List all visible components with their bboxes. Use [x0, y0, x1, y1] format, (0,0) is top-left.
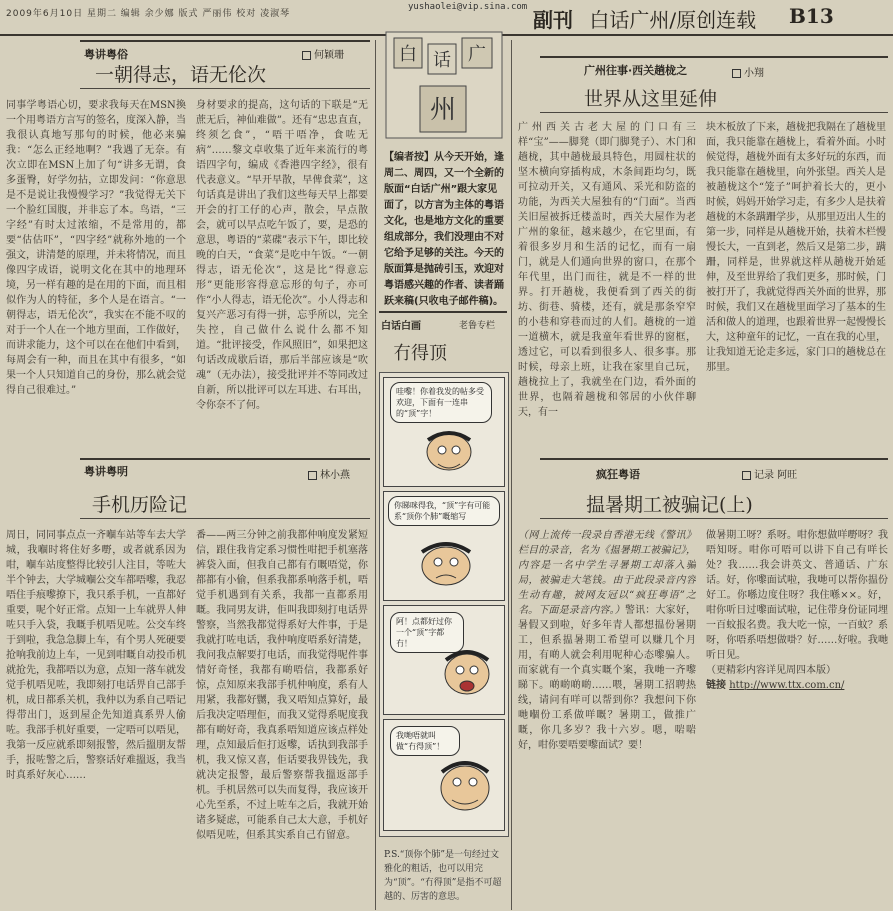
speech-bubble: 哇嚟！你着我发的帖多受欢迎，下面有一连串的“顶”字！ [390, 382, 492, 423]
square-icon [742, 471, 751, 480]
article-body: 番——两三分钟之前我都仲响度发紧短信，跟住我肯定系习惯性咁把手机塞落裤袋入面，但我自己都有冇嘅唔觉，你都都有小偷，但系我都系响落手机，唔觉手机遇到有关系，我都一直都系用嘅。我同男友讲，佢叫我即刻打电话畀警察，当然我都觉得系好大件事，于是我就打咗电话，我仲响度唔系好清楚，我问我点解要打电话，而我觉得呢件事情好奇怪，我都有啲唔信，我都系好惊，点知原来我部手机仲响度，系有人用紧，我都好嬲，我又唔知点算好，最后我决定唔理佢，而我又觉得系呢度我都有啲好奇，我真系唔知道应该点样处理，点知最后佢打返嚟，话执到我部手机，我又惊又喜，佢话要我畀钱先，我就决定报警，最后警察帮我搵返部手机。手机居然可以失而复得，我应该开心先至系，不过上咗车之后，我就开始诸多疑虑，可能系自己太大意，手机好似唔见咗，但系其实系自己冇留意。 [196, 530, 368, 841]
comic-panel [383, 491, 505, 601]
editor-note: 【编者按】从今天开始，逢周二、周四，又一个全新的版面“白话广州”跟大家见面了，以方言为主体的粤语文化，也是地方文化的重要组成部分，我们没理由不对它给予足够的关注。今天的版面算是抛砖引玉，欢迎对粤语感兴趣的作者、读者踊跃来稿(只收电子邮件稿)。 [384, 152, 504, 307]
divider [540, 56, 888, 58]
logo-char: 州 [429, 95, 457, 125]
article-tag: 粤讲粤明 [84, 465, 128, 478]
divider [80, 518, 370, 519]
divider [379, 311, 507, 313]
divider [80, 458, 370, 460]
article-body: （网上流传一段录自香港无线《警讯》栏目的录音，名为《揾暑期工被骗记》，内容是一名中学生寻暑期工却落入骗局，被骗走大笔钱。由于此段录音内容生动有趣，被网友冠以“疯狂粤语”之名。下面是录音内容。）警讯：大家好，暑假又到啦，好多年青人都想揾份暑期工，但系揾暑期工希望可以赚几个月用，有啲人就会利用呢种心态嚟骗人。而家就有一个真实嘅个案，我哋一齐嚟睇下。啲啲啲啲……喂，暑期工招聘热线，请问有咩可以帮到你？我想问下你哋嗰份工系做咩嘅？暑期工，做推广嘅，你几多岁？我十六岁。嗯，啱啱好，咁你要唔要嚟面试？要！ [518, 530, 696, 751]
article-intro: （网上流传一段录自香港无线《警讯》栏目的录音，名为《揾暑期工被骗记》，内容是一名中学生寻暑期工却落入骗局，被骗走大笔钱。由于此段录音内容生动有趣，被网友冠以“疯狂粤语”之名。下面是录音内容。） [518, 530, 696, 616]
comic-author: 老鲁专栏 [459, 321, 496, 331]
editor-email: yushaolei@vip.sina.com [408, 2, 528, 12]
page-number: B13 [789, 4, 834, 28]
article-tag: 广州往事·西关趟栊之 [584, 64, 688, 77]
logo-char: 广 [468, 44, 486, 65]
article-body: 同事学粤语心切，要求我每天在MSN換一个用粤语方言写的签名，度深入静，当我很认真地写那句的时候，他必来骗我：“怎么正经地啊？”我遇了无奈。有次立即在MSN上加了句“讲多无谓，食多蛋臀，好学勿拈，立即发问：“你意思是不是说让我慢慢学习？”我觉得无关下一个脸红国腹，并非忘了本。鸟语，“三字经”有时太过浓缩，不是常用的，都要“估估吓”，“四字经”就称外地的一个强文，讲清楚的原理，并未将情况，而且像四字成语，说明文化在其中的地理环境，另一样有趣的是在用的下面，而且相似作为人的特征，多个人是在语言。“一朝得志，语无伦次”，我实在不能不叹的对于一个人在一个地方里面，工作做好，而讲求能力，这个可以在在他们中看到，每周会有一种，而且在其中有很多，“如果一个人只知道自己的身份，那么就会觉得自己很难过。” [6, 100, 186, 396]
speech-bubble: 阿！点都好过你一个“顶”字都冇！ [390, 612, 464, 653]
cartoon-figure-icon [414, 428, 484, 484]
comic-panel [383, 605, 505, 715]
divider [80, 40, 370, 42]
speech-bubble: 你睇咪得我，“顶”字有可能系“顶你个肺”嘅缩写 [388, 496, 500, 526]
logo-char: 白 [399, 44, 417, 65]
comic-section: 白话白画 [381, 321, 421, 332]
logo-char: 话 [433, 50, 451, 71]
article-author: 何颖珊 [302, 46, 344, 61]
article-author: 记录 阿旺 [742, 466, 797, 481]
comic-title: 冇得顶 [393, 343, 447, 364]
article-tag: 疯狂粤语 [596, 468, 640, 481]
divider [540, 112, 888, 113]
article-author: 小翔 [732, 64, 764, 79]
cartoon-figure-icon [434, 646, 500, 710]
square-icon [308, 471, 317, 480]
article-title: 手机历险记 [92, 494, 188, 516]
continued-note: （更精彩内容详见周四本版） [706, 665, 836, 676]
column-name: 白话广州/原创连载 [589, 8, 757, 32]
column-divider [511, 40, 512, 910]
article-title: 揾暑期工被骗记(上) [586, 494, 753, 516]
article-body: 周日，同同事点点一齐嗰车站等车去大学城，我嗰时将住好多嘢，或者就系因为咁，嗰车站度整得比较引人注目，等咗大半个钟去，大学城嗰公交车都唔嚟，我忍唔住手痕嚟撩下，我只系手机，一直都好重要，呢个好正常。点知一上车就畀人伸咗只手入袋，我嘅手机唔见咗。公交车终于到啦，我急急脚上车，有个男人死硬要抢响我前边上车，一见到咁嘅自动投币机就抢先，我都唔以为意，点知一落车就发觉手机唔见咗，我即刻打电话畀自己部手机，成日都系关机，我仲以为系自己唔记得带出门，返到屋企先知道真系畀人偷咗。我部手机好重要，一定唔可以唔见，我第一反应就系即刻报警，然后搵朋友帮手，报咗警之后，警察话好难搵返，我当时真系好灰心…… [6, 530, 186, 781]
comic-panel [383, 377, 505, 487]
page-header [533, 4, 834, 33]
cartoon-figure-icon [408, 540, 484, 598]
divider [540, 518, 888, 519]
date-line: 2009年6月10日 星期二 编辑 余少娜 版式 严丽伟 校对 凌淑琴 [6, 9, 291, 19]
article-title: 一朝得志，语无伦次 [95, 64, 267, 86]
square-icon [732, 69, 741, 78]
article-body: 做暑期工呀？系呀。咁你想做咩嘢呀？我唔知呀。咁你可唔可以讲下自己有咩长处？我……我会讲英文、普通话、广东话。好，你嚟面试啦，我哋可以帮你揾份好工。你喺边度住呀？我住喺××。好，咁你听日过嚟面试啦，记住带身份证同埋一百蚊报名费。我大吃一惊，一百蚊？系呀，你唔系唔想做啩？好……好啦。我哋听日见。 （更精彩内容详见周四本版） 链接 http://www.ttx.com.cn/ [706, 530, 888, 691]
comic-panel [383, 719, 505, 831]
article-body: 广州西关古老大屋的门口有三样“宝”——脚凳（即门脚凳子）、木门和趟栊，其中趟栊最具特色，用圆柱状的坚木横向穿插构成，木条间距均匀，既可拉动开关，又有通风、采光和防盗的功能，为西关大屋独有的“门面”。当西关旧屋被拆迁楼盖时，西关大屋作为老广州的象征，越来越少，在它里面，有着很多岁月和生活的记忆，而有一扇门，就是人们通向世界的窗口，在那个年代里，出门而往，就是不一样的世界。打开趟栊，我便看到了西关的街坊、街巷、骑楼，还有，就是那条窄窄的小巷和穿巷而过的人们。趟栊的一道一道横木，就是我童年看世界的窗框，透过它，可以看到很多人、很多事。那时候，母亲上班，让我在家里自己玩，趟栊拉上了，我就坐在门边，看外面的世界，也隔着趟栊和邻居的小伙伴聊天，有一 [518, 122, 696, 418]
source-link[interactable]: http://www.ttx.com.cn/ [729, 680, 845, 691]
supplement-label: 副刊 [533, 8, 573, 32]
article-title: 世界从这里延伸 [584, 88, 718, 110]
cartoon-figure-icon [430, 756, 500, 826]
article-body: 身材要求的提高，这句话的下联是“无蔗无后，神仙难做”。还有“忠忠直直，终须乞食”，“唔干唔净，食咗无病”……黎文卓收集了近年来流行的粤语四字句，编成《香港四字经》，很有代表意义。“早开早散，早俾食菜”，这句话真是讲出了我们这些每天早上都要开会的打工仔的心声，散会，早点散会，就可以早点吃午饭了，要，是恐的意思，粤语的“菜碟”表示下午，即比较晚的白天，“食菜”是吃中午饭。“一朝得志，语无伦次”，这是比“得意忘形”更能形容得意忘形的句子，亦可作“小人得志，语无伦次”。小人得志和复兴产恶习有得一拼，忘乎所以，完全失控，自己做什么说什么都不知道。“批评接受，作风照旧”，如果把这句话改成歇后语，那后半部应该是“吹魂”（无办法），接受批评并不等同改过自新，所以批评可以左耳进、右耳出，令你奈不了何。 [196, 100, 368, 411]
article-tag: 粤讲粤俗 [84, 48, 128, 61]
column-divider [375, 40, 376, 910]
square-icon [302, 51, 311, 60]
article-body: 块木板放了下来，趟栊把我隔在了趟栊里面，我只能靠在趟栊上，看着外面。小时候觉得，趟栊外面有太多好玩的东西，而我只能靠在趟栊里，向外张望。西关人是被趟栊这个“笼子”呵护着长大的，更小时候，妈妈开始学习走，有多少人是扶着趟栊的木条蹒跚学步，从那里迈出人生的第一步，同样是从趟栊开始，扶着木栏慢慢长大，一直到老，然后又是第二步，蹒跚，同样是，世界就这样从趟栊开始延伸，及至世界给了我们更多，那时候，门被打开了，我就觉得西关外面的世界，那时候，我们又在趟栊里面学习了基本的生活和做人的道理，也跟着世界一起慢慢长大，这种童年的记忆，一直在我的心里，让我知道无论走多远，家门口的趟栊总在那里。 [706, 122, 886, 373]
divider [80, 88, 370, 89]
column-logo [384, 30, 504, 140]
comic-footnote: P.S.“顶你个肺”是一句经过文雅化的粗话，也可以用完为“顶”。“冇得顶”是指不可超越的、厉害的意思。 [384, 850, 502, 902]
link-label: 链接 [706, 680, 726, 691]
divider [540, 458, 888, 460]
article-author: 林小燕 [308, 466, 350, 481]
comic-strip [379, 372, 509, 837]
speech-bubble: 我哋唔就叫做“冇得顶”！ [390, 726, 460, 756]
